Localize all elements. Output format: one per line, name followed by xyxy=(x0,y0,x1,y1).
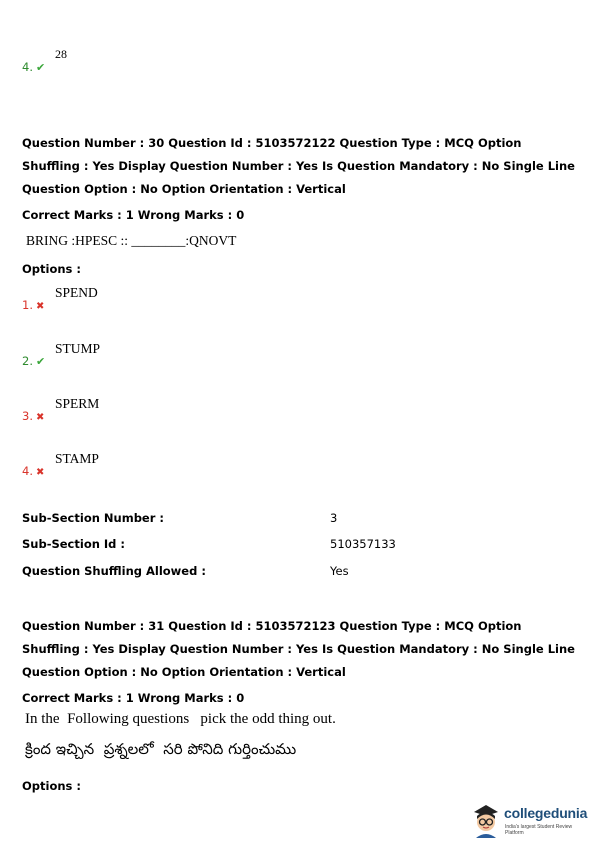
option-number: 4. xyxy=(22,464,33,478)
question-30-text: BRING :HPESC :: ________:QNOVT xyxy=(26,233,237,248)
option-text: STUMP xyxy=(55,341,101,356)
student-mascot-icon xyxy=(470,802,502,838)
logo-brand-text: collegedunia xyxy=(504,805,588,821)
subsection-number-label: Sub-Section Number : xyxy=(22,511,165,525)
option-2 xyxy=(22,350,45,369)
option-4 xyxy=(22,460,44,479)
subsection-id-label: Sub-Section Id : xyxy=(22,537,126,551)
question-31-marks: Correct Marks : 1 Wrong Marks : 0 xyxy=(22,691,245,705)
cross-icon: ✖ xyxy=(35,467,45,478)
option-number: 3. xyxy=(22,409,33,423)
option-number: 4. xyxy=(22,60,33,74)
option-3 xyxy=(22,405,44,424)
collegedunia-logo xyxy=(470,800,592,840)
question-31-header: Question Number : 31 Question Id : 5103572123 Question Type : MCQ Option Shuffling : Yes Display Question Number : Yes Is Question Mandatory : No Single Line Question Option : No Option Orientation : Vertical xyxy=(22,619,575,679)
option-number: 1. xyxy=(22,298,33,312)
question-30-header: Question Number : 30 Question Id : 5103572122 Question Type : MCQ Option Shuffling : Yes Display Question Number : Yes Is Question Mandatory : No Single Line Question Option : No Option Orientation : Vertical xyxy=(22,136,575,196)
question-shuffling-value: Yes xyxy=(330,564,349,578)
question-30-marks: Correct Marks : 1 Wrong Marks : 0 xyxy=(22,208,245,222)
question-shuffling-label: Question Shuffling Allowed : xyxy=(22,564,206,578)
logo-tagline: India's largest Student Review Platform xyxy=(505,824,573,836)
check-icon: ✔ xyxy=(35,61,46,74)
subsection-id-value: 510357133 xyxy=(330,537,396,551)
option-text: 28 xyxy=(55,47,67,61)
question-30-options-label: Options : xyxy=(22,262,81,276)
cross-icon: ✖ xyxy=(35,412,45,423)
question-31-text-telugu: క్రింద ఇచ్చిన ప్రశ్నలలో సరి పోనిది గుర్తించుము xyxy=(25,740,297,758)
check-icon: ✔ xyxy=(35,355,46,368)
option-text: SPEND xyxy=(55,285,98,300)
subsection-number-value: 3 xyxy=(330,511,338,525)
cross-icon: ✖ xyxy=(35,301,45,312)
question-31-options-label: Options : xyxy=(22,779,81,793)
option-text: STAMP xyxy=(55,451,99,466)
question-31-text-english: In the Following questions pick the odd thing out. xyxy=(25,711,336,727)
option-text: SPERM xyxy=(55,396,100,411)
option-1 xyxy=(22,294,44,313)
option-prev-4 xyxy=(22,56,45,75)
option-number: 2. xyxy=(22,354,33,368)
